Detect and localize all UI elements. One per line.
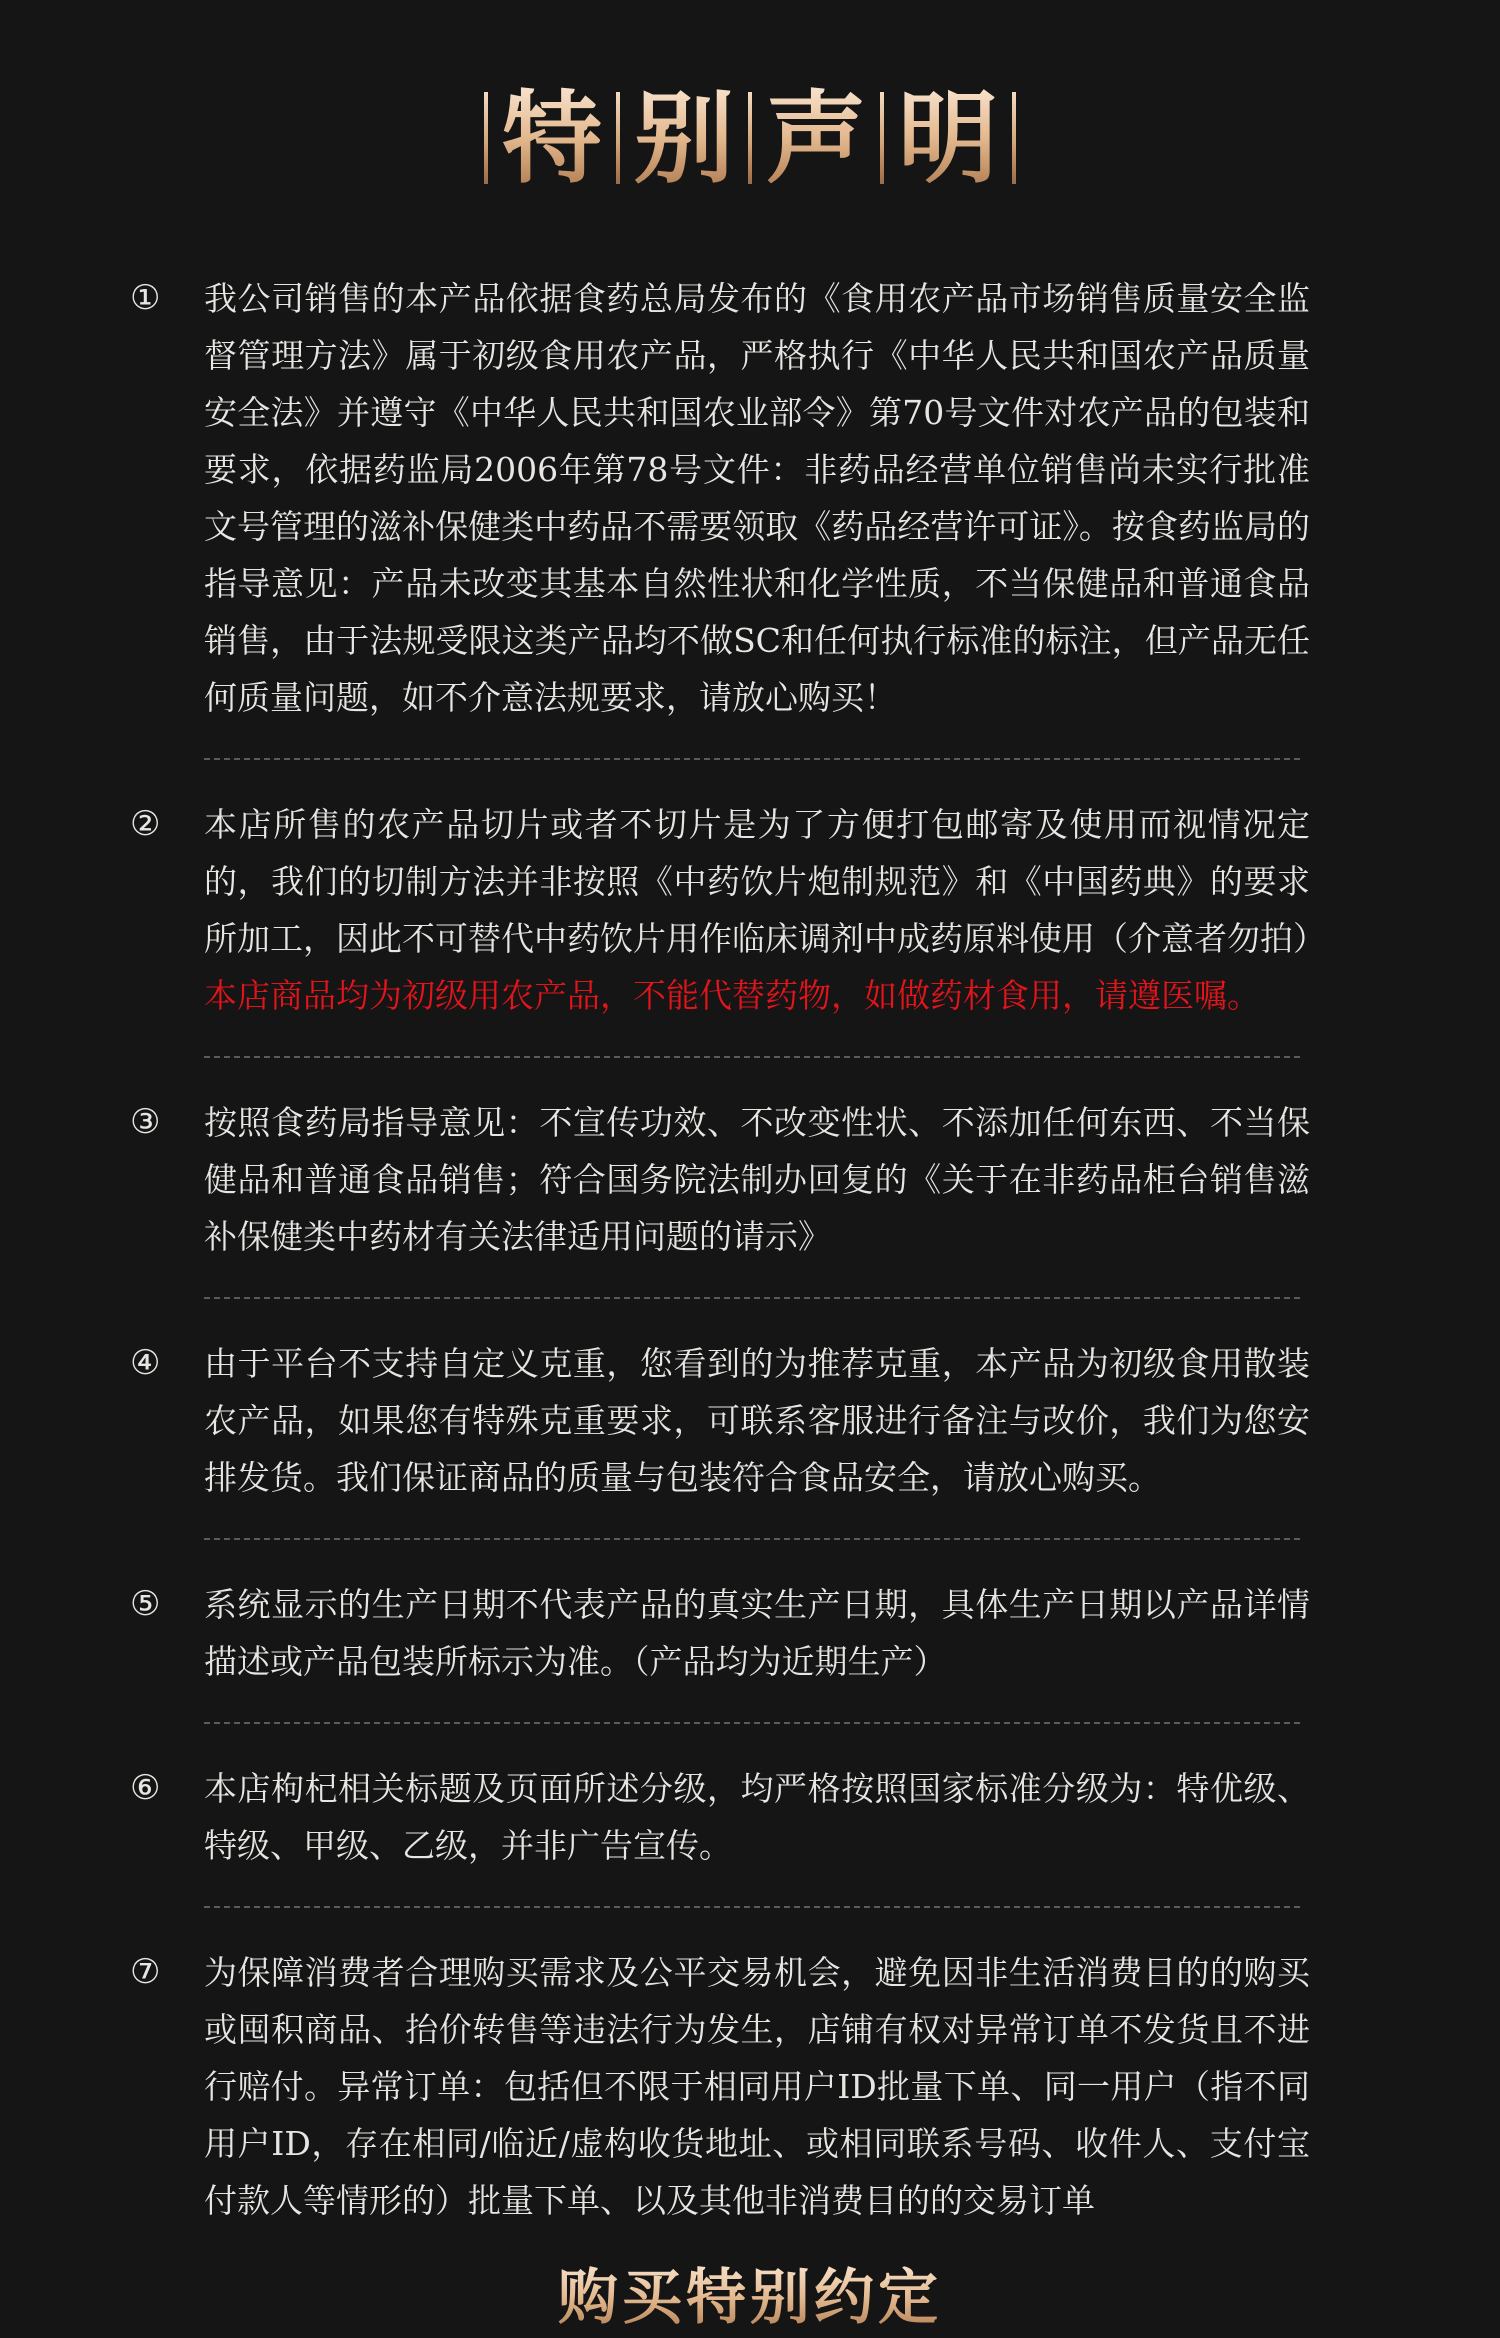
statement-item-7 [130,1944,1310,2247]
statement-body [204,796,1326,1024]
statement-text: 为保障消费者合理购买需求及公平交易机会，避免因非生活消费目的的购买或囤积商品、抬价转售等违法行为发生，店铺有权对异常订单不发货且不进行赔付。异常订单：包括但不限于相同用户ID批量下单、同一用户（指不同用户ID，存在相同/临近/虚构收货地址、或相同联系号码、收件人、支付宝付款人等情形的）批量下单、以及其他非消费目的的交易订单 [204,1953,1310,2220]
title-divider-bar [1012,92,1016,184]
statement-text: 系统显示的生产日期不代表产品的真实生产日期，具体生产日期以产品详情描述或产品包装所标示为准。（产品均为近期生产） [204,1585,1310,1681]
statement-body [204,270,1310,726]
statement-item-4 [130,1335,1310,1524]
statement-text: 本店所售的农产品切片或者不切片是为了方便打包邮寄及使用而视情况定的，我们的切制方法并非按照《中药饮片炮制规范》和《中国药典》的要求所加工，因此不可替代中药饮片用作临床调剂中成药原料使用（介意者勿拍） [204,805,1326,958]
statement-text: 由于平台不支持自定义克重，您看到的为推荐克重，本产品为初级食用散装农产品，如果您有特殊克重要求，可联系客服进行备注与改价，我们为您安排发货。我们保证商品的质量与包装符合食品安全，请放心购买。 [204,1344,1310,1497]
statement-number: ⑥ [130,1768,161,1808]
dashed-divider [204,1538,1300,1540]
statement-body [204,1760,1310,1874]
statement-text: 本店枸杞相关标题及页面所述分级，均严格按照国家标准分级为：特优级、特级、甲级、乙级，并非广告宣传。 [204,1769,1310,1865]
title-divider-bar [880,92,884,184]
statement-item-1 [130,270,1310,744]
title-divider-bar [484,92,488,184]
statement-item-6 [130,1760,1310,1892]
title-char-2: 别 [634,79,734,197]
statement-body [204,1335,1310,1506]
statement-text: 我公司销售的本产品依据食药总局发布的《食用农产品市场销售质量安全监督管理方法》属于初级食用农产品，严格执行《中华人民共和国农产品质量安全法》并遵守《中华人民共和国农业部令》第70号文件对农产品的包装和要求，依据药监局2006年第78号文件：非药品经营单位销售尚未实行批准文号管理的滋补保健类中药品不需要领取《药品经营许可证》。按食药监局的指导意见：产品未改变其基本自然性状和化学性质，不当保健品和普通食品销售，由于法规受限这类产品均不做SC和任何执行标准的标注，但产品无任何质量问题，如不介意法规要求，请放心购买！ [204,279,1310,717]
statement-body [204,1944,1310,2229]
statement-item-5 [130,1576,1310,1708]
statement-number: ⑤ [130,1584,161,1624]
dashed-divider [204,1297,1300,1299]
dashed-divider [204,1906,1300,1908]
statement-list [130,270,1326,2247]
statement-item-3 [130,1094,1310,1283]
statement-number: ② [130,804,161,844]
statement-body [204,1576,1310,1690]
statement-number: ④ [130,1343,161,1383]
title-char-4: 明 [898,79,998,197]
statement-number: ① [130,278,161,318]
title-divider-bar [616,92,620,184]
statement-text: 按照食药局指导意见：不宣传功效、不改变性状、不添加任何东西、不当保健品和普通食品销售；符合国务院法制办回复的《关于在非药品柜台销售滋补保健类中药材有关法律适用问题的请示》 [204,1103,1310,1256]
dashed-divider [204,1722,1300,1724]
dashed-divider [204,1056,1300,1058]
statement-item-2 [130,796,1326,1042]
title-char-3: 声 [766,79,866,197]
statement-number: ③ [130,1102,161,1142]
statement-number: ⑦ [130,1952,161,1992]
section-subtitle: 购买特别约定 [0,2258,1500,2338]
statement-warning: 本店商品均为初级用农产品，不能代替药物，如做药材食用，请遵医嘱。 [204,976,1260,1015]
statement-body [204,1094,1310,1265]
dashed-divider [204,758,1300,760]
page-title [0,78,1500,198]
title-divider-bar [748,92,752,184]
title-char-1: 特 [502,79,602,197]
